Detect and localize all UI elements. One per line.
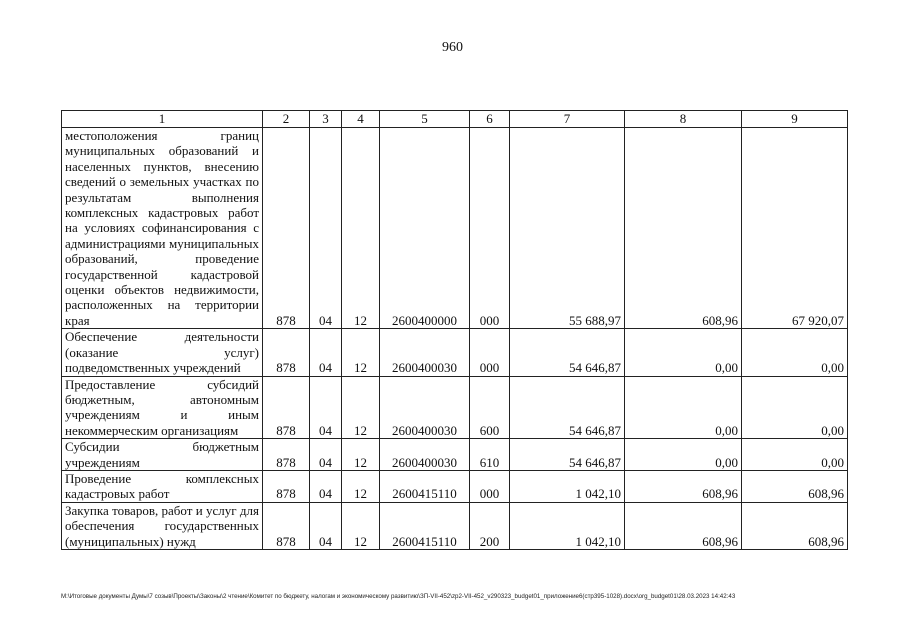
- column-header: 2: [263, 111, 310, 128]
- cell-expense-type: 600: [470, 376, 510, 439]
- cell-target-article: 2600400030: [380, 439, 470, 471]
- cell-subsection: 12: [342, 376, 380, 439]
- cell-amount-9: 0,00: [742, 329, 848, 376]
- row-description: Обеспечение деятельности (оказание услуг) подведомственных учреждений: [62, 329, 263, 376]
- cell-amount-7: 54 646,87: [510, 439, 625, 471]
- cell-amount-8: 0,00: [625, 329, 742, 376]
- cell-amount-8: 608,96: [625, 470, 742, 502]
- table-row: [62, 329, 848, 376]
- table-row: [62, 128, 848, 329]
- row-description: Предоставление субсидий бюджетным, автономным учреждениям и иным некоммерческим организациям: [62, 376, 263, 439]
- cell-section: 04: [310, 376, 342, 439]
- column-header: 6: [470, 111, 510, 128]
- cell-expense-type: 000: [470, 329, 510, 376]
- cell-amount-7: 54 646,87: [510, 376, 625, 439]
- column-header: 3: [310, 111, 342, 128]
- budget-table: [61, 110, 848, 550]
- column-header: 8: [625, 111, 742, 128]
- cell-amount-7: 1 042,10: [510, 502, 625, 549]
- cell-amount-7: 1 042,10: [510, 470, 625, 502]
- cell-amount-8: 0,00: [625, 439, 742, 471]
- cell-target-article: 2600400030: [380, 329, 470, 376]
- column-header: 1: [62, 111, 263, 128]
- cell-amount-9: 608,96: [742, 470, 848, 502]
- cell-amount-7: 54 646,87: [510, 329, 625, 376]
- table-row: [62, 470, 848, 502]
- cell-ministry-code: 878: [263, 376, 310, 439]
- cell-amount-9: 0,00: [742, 376, 848, 439]
- cell-ministry-code: 878: [263, 470, 310, 502]
- table-row: [62, 376, 848, 439]
- cell-section: 04: [310, 470, 342, 502]
- cell-subsection: 12: [342, 128, 380, 329]
- column-header: 9: [742, 111, 848, 128]
- cell-subsection: 12: [342, 470, 380, 502]
- table-row: [62, 439, 848, 471]
- cell-amount-8: 0,00: [625, 376, 742, 439]
- cell-ministry-code: 878: [263, 128, 310, 329]
- cell-expense-type: 610: [470, 439, 510, 471]
- cell-subsection: 12: [342, 329, 380, 376]
- cell-section: 04: [310, 128, 342, 329]
- table-row: [62, 502, 848, 549]
- cell-expense-type: 000: [470, 128, 510, 329]
- cell-section: 04: [310, 329, 342, 376]
- cell-subsection: 12: [342, 439, 380, 471]
- column-header: 7: [510, 111, 625, 128]
- cell-section: 04: [310, 439, 342, 471]
- cell-target-article: 2600415110: [380, 502, 470, 549]
- cell-expense-type: 000: [470, 470, 510, 502]
- file-path-footer: M:\Итоговые документы Думы\7 созыв\Проекты\Законы\2 чтение\Комитет по бюджету, налогам и экономическому развитию\ЗП-VII-452\zp2-VII-452_v290323_budget01_приложение6(стр395-1028).docx\org_budget01\28.03.2023 14:42:43: [61, 593, 736, 600]
- cell-target-article: 2600400000: [380, 128, 470, 329]
- row-description: местоположения границ муниципальных образований и населенных пунктов, внесению сведений о земельных участках по результатам выполнения комплексных кадастровых работ на условиях софинансирования с администрациями муниципальных образований, проведение государственной кадастровой оценки объектов недвижимости, расположенных на территории края: [62, 128, 263, 329]
- cell-ministry-code: 878: [263, 502, 310, 549]
- cell-amount-7: 55 688,97: [510, 128, 625, 329]
- page-number: 960: [442, 40, 463, 55]
- row-description: Субсидии бюджетным учреждениям: [62, 439, 263, 471]
- row-description: Проведение комплексных кадастровых работ: [62, 470, 263, 502]
- cell-amount-9: 0,00: [742, 439, 848, 471]
- header-row: [62, 111, 848, 128]
- column-header: 5: [380, 111, 470, 128]
- cell-section: 04: [310, 502, 342, 549]
- cell-amount-9: 608,96: [742, 502, 848, 549]
- cell-amount-8: 608,96: [625, 128, 742, 329]
- cell-target-article: 2600400030: [380, 376, 470, 439]
- cell-expense-type: 200: [470, 502, 510, 549]
- cell-ministry-code: 878: [263, 329, 310, 376]
- cell-subsection: 12: [342, 502, 380, 549]
- cell-amount-9: 67 920,07: [742, 128, 848, 329]
- cell-amount-8: 608,96: [625, 502, 742, 549]
- row-description: Закупка товаров, работ и услуг для обеспечения государственных (муниципальных) нужд: [62, 502, 263, 549]
- column-header: 4: [342, 111, 380, 128]
- cell-target-article: 2600415110: [380, 470, 470, 502]
- cell-ministry-code: 878: [263, 439, 310, 471]
